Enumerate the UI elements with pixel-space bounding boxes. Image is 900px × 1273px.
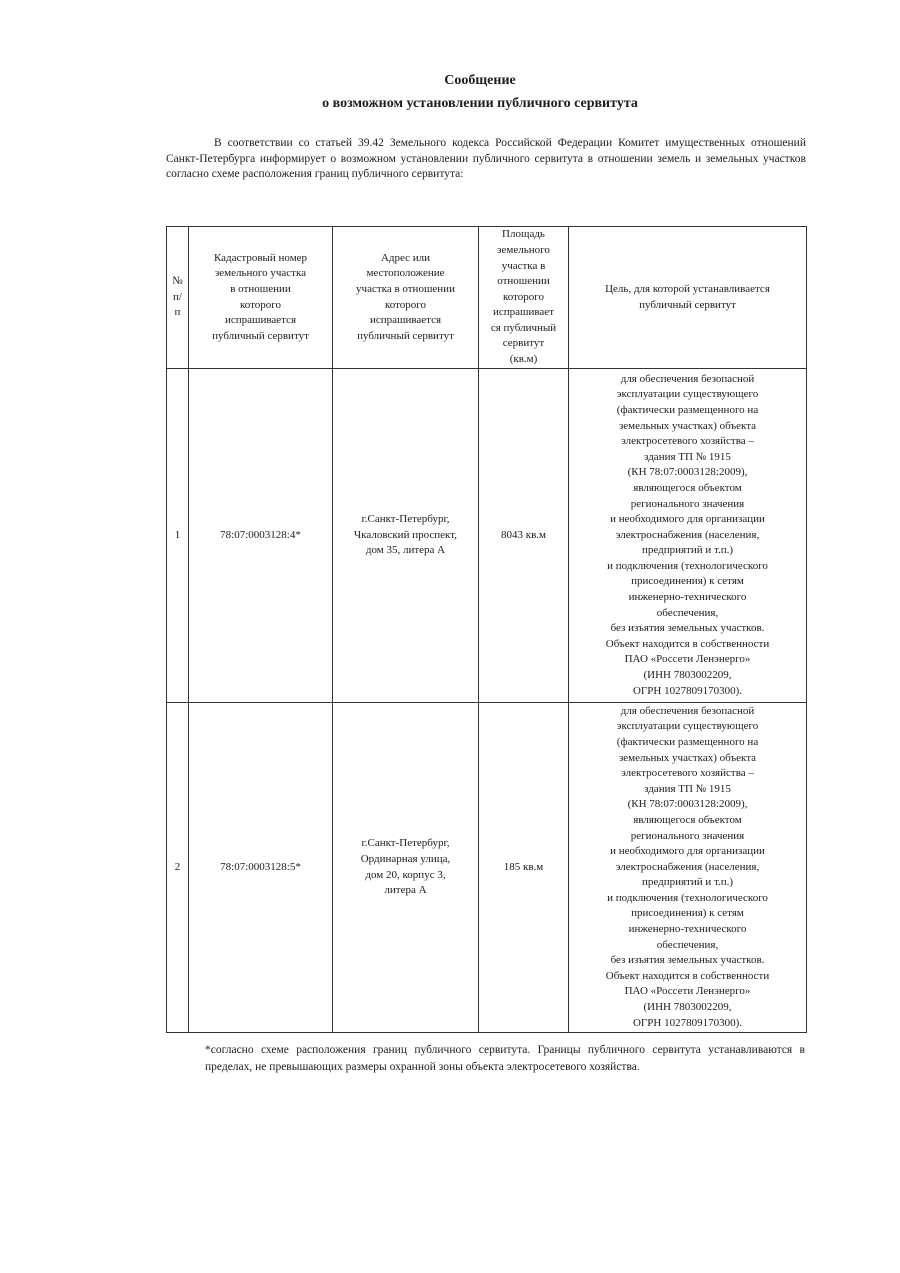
cell-purpose: для обеспечения безопасной эксплуатации существующего (фактически размещенного на земельных участках) объекта электросетевого хозяйства – здания ТП № 1915 (КН 78:07:0003128:2009), являющегося объектом регионального значения и необходимого для организации электроснабжения (населения, предприятий и т.п.) и подключения (технологического присоединения) к сетям инженерно-технического обеспечения, без изъятия земельных участков. Объект находится в собственности ПАО «Россети Ленэнерго» (ИНН 7803002209, ОГРН 1027809170300). [569,703,807,1033]
document-subtitle: о возможном установлении публичного сервитута [322,96,638,111]
header-purpose: Цель, для которой устанавливается публичный сервитут [569,227,807,369]
cell-address: г.Санкт-Петербург, Ординарная улица, дом 20, корпус 3, литера А [333,703,479,1033]
cell-cadastral: 78:07:0003128:5* [189,703,333,1033]
table-row [167,703,807,1033]
header-cadastral: Кадастровый номер земельного участка в отношении которого испрашивается публичный сервитут [189,227,333,369]
table-header-row [167,227,807,369]
cell-area: 185 кв.м [479,703,569,1033]
cell-purpose: для обеспечения безопасной эксплуатации существующего (фактически размещенного на земельных участках) объекта электросетевого хозяйства – здания ТП № 1915 (КН 78:07:0003128:2009), являющегося объектом регионального значения и необходимого для организации электроснабжения (населения, предприятий и т.п.) и подключения (технологического присоединения) к сетям инженерно-технического обеспечения, без изъятия земельных участков. Объект находится в собственности ПАО «Россети Ленэнерго» (ИНН 7803002209, ОГРН 1027809170300). [569,369,807,703]
header-address: Адрес или местоположение участка в отношении которого испрашивается публичный сервитут [333,227,479,369]
cell-num: 2 [167,703,189,1033]
intro-paragraph: В соответствии со статьей 39.42 Земельного кодекса Российской Федерации Комитет имущественных отношений Санкт-Петербурга информирует о возможном установлении публичного сервитута в отношении земель и земельных участков согласно схеме расположения границ публичного сервитута: [166,137,806,180]
cell-address: г.Санкт-Петербург, Чкаловский проспект, дом 35, литера А [333,369,479,703]
cell-area: 8043 кв.м [479,369,569,703]
table-row [167,369,807,703]
header-area: Площадь земельного участка в отношении которого испрашивает ся публичный сервитут (кв.м) [479,227,569,369]
servitude-table [166,226,807,1033]
footnote: *согласно схеме расположения границ публичного сервитута. Границы публичного сервитута устанавливаются в пределах, не превышающих размеры охранной зоны объекта электросетевого хозяйства. [205,1044,805,1073]
cell-cadastral: 78:07:0003128:4* [189,369,333,703]
document-title: Сообщение [444,73,516,88]
cell-num: 1 [167,369,189,703]
header-num: № п/ п [167,227,189,369]
